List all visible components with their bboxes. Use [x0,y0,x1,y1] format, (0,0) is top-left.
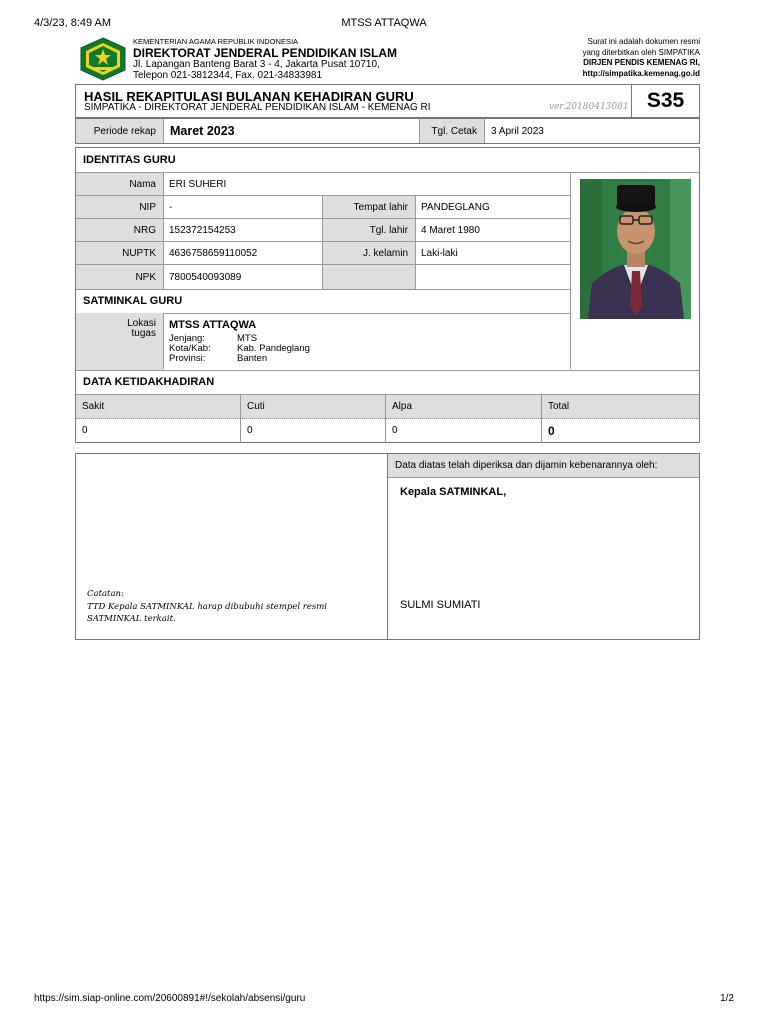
absence-value-alpa: 0 [385,419,541,443]
signature-box [75,453,700,640]
divider [76,218,570,219]
print-header [34,17,734,31]
divider [76,264,570,265]
divider [322,195,323,289]
provinsi-label: Provinsi: [169,353,206,364]
nrg-label: NRG [76,219,163,242]
directorate-name: DIREKTORAT JENDERAL PENDIDIKAN ISLAM [133,45,398,60]
kota-value: Kab. Pandeglang [237,343,310,354]
lokasi-tugas-label [76,313,163,371]
lokasi-label-line: tugas [131,328,156,339]
divider [163,172,164,289]
report-version: ver.20180413081 [549,102,629,112]
divider [415,195,416,289]
note-line: SATMINKAL terkait. [87,614,176,624]
npk-label: NPK [76,265,163,289]
jenis-kelamin-value: Laki-laki [421,248,458,259]
notice-url: http://simpatika.kemenag.go.id [582,68,700,78]
nrg-value: 152372154253 [169,225,236,236]
verification-text: Data diatas telah diperiksa dan dijamin kebenarannya oleh: [388,454,699,478]
nip-label: NIP [76,196,163,219]
divider [163,313,164,369]
nuptk-value: 4636758659110052 [169,248,258,259]
teacher-photo [580,179,691,319]
jenis-kelamin-label: J. kelamin [322,242,415,265]
notice-line: Surat ini adalah dokumen resmi [587,37,700,46]
tgl-lahir-label: Tgl. lahir [322,219,415,242]
absence-header-total: Total [541,395,699,419]
office-address: Jl. Lapangan Banteng Barat 3 - 4, Jakarta Pusat 10710, [133,58,380,70]
print-date-label: Tgl. Cetak [419,119,484,143]
divider [76,241,570,242]
signer-name: SULMI SUMIATI [400,599,481,611]
section-title-absence: DATA KETIDAKHADIRAN [83,376,215,388]
official-notice [582,37,700,79]
absence-header-alpa: Alpa [385,395,541,419]
empty-label [322,265,415,289]
kemenag-logo-icon [78,37,128,81]
section-title-satminkal: SATMINKAL GURU [83,295,183,307]
lokasi-label-line: Lokasi [127,318,156,329]
divider [570,172,571,369]
section-title-identity: IDENTITAS GURU [83,154,176,166]
absence-value-sakit: 0 [82,425,88,436]
notice-line: DIRJEN PENDIS KEMENAG RI, [583,58,700,67]
print-url: https://sim.siap-online.com/20600891#!/sekolah/absensi/guru [34,993,306,1004]
ministry-name: KEMENTERIAN AGAMA REPUBLIK INDONESIA [133,37,299,46]
absence-header-cuti: Cuti [240,395,385,419]
absence-header-sakit: Sakit [76,395,240,419]
tempat-lahir-label: Tempat lahir [322,196,415,219]
nama-value: ERI SUHERI [169,179,227,190]
notice-line: yang diterbitkan oleh SIMPATIKA [582,47,700,57]
provinsi-row [169,354,267,364]
nip-value: - [169,202,173,213]
report-title: HASIL REKAPITULASI BULANAN KEHADIRAN GURU [84,89,414,104]
nama-label: Nama [76,173,163,196]
print-footer [34,993,734,1007]
period-row [75,118,700,144]
office-phone: Telepon 021-3812344, Fax. 021-34833981 [133,69,323,81]
note-title: Catatan: [87,589,124,599]
jenjang-value: MTS [237,333,258,344]
jenjang-label: Jenjang: [169,333,205,344]
period-value: Maret 2023 [163,119,419,143]
npk-value: 7800540093089 [169,271,242,283]
tgl-lahir-value: 4 Maret 1980 [421,225,480,236]
tempat-lahir-value: PANDEGLANG [421,202,490,213]
report-header [75,84,700,118]
print-page-title: MTSS ATTAQWA [341,17,427,29]
absence-value-total: 0 [541,419,699,443]
period-label: Periode rekap [76,119,163,143]
print-datetime: 4/3/23, 8:49 AM [34,17,112,29]
teacher-data-box [75,147,700,443]
organization-info [133,37,397,81]
provinsi-value: Banten [237,353,268,364]
divider [76,195,570,196]
print-date-value: 3 April 2023 [484,119,699,143]
school-name: MTSS ATTAQWA [169,319,257,331]
letterhead [78,37,700,81]
print-page-number: 1/2 [720,993,734,1004]
report-subtitle: SIMPATIKA - DIREKTORAT JENDERAL PENDIDIKAN ISLAM - KEMENAG RI [84,102,431,113]
signer-role: Kepala SATMINKAL, [400,486,507,498]
nuptk-label: NUPTK [76,242,163,265]
absence-value-cuti: 0 [240,419,385,443]
kota-label: Kota/Kab: [169,343,211,354]
report-code: S35 [631,85,699,117]
divider [387,454,388,639]
note [87,588,327,626]
note-line: TTD Kepala SATMINKAL harap dibubuhi stempel resmi [87,601,328,612]
